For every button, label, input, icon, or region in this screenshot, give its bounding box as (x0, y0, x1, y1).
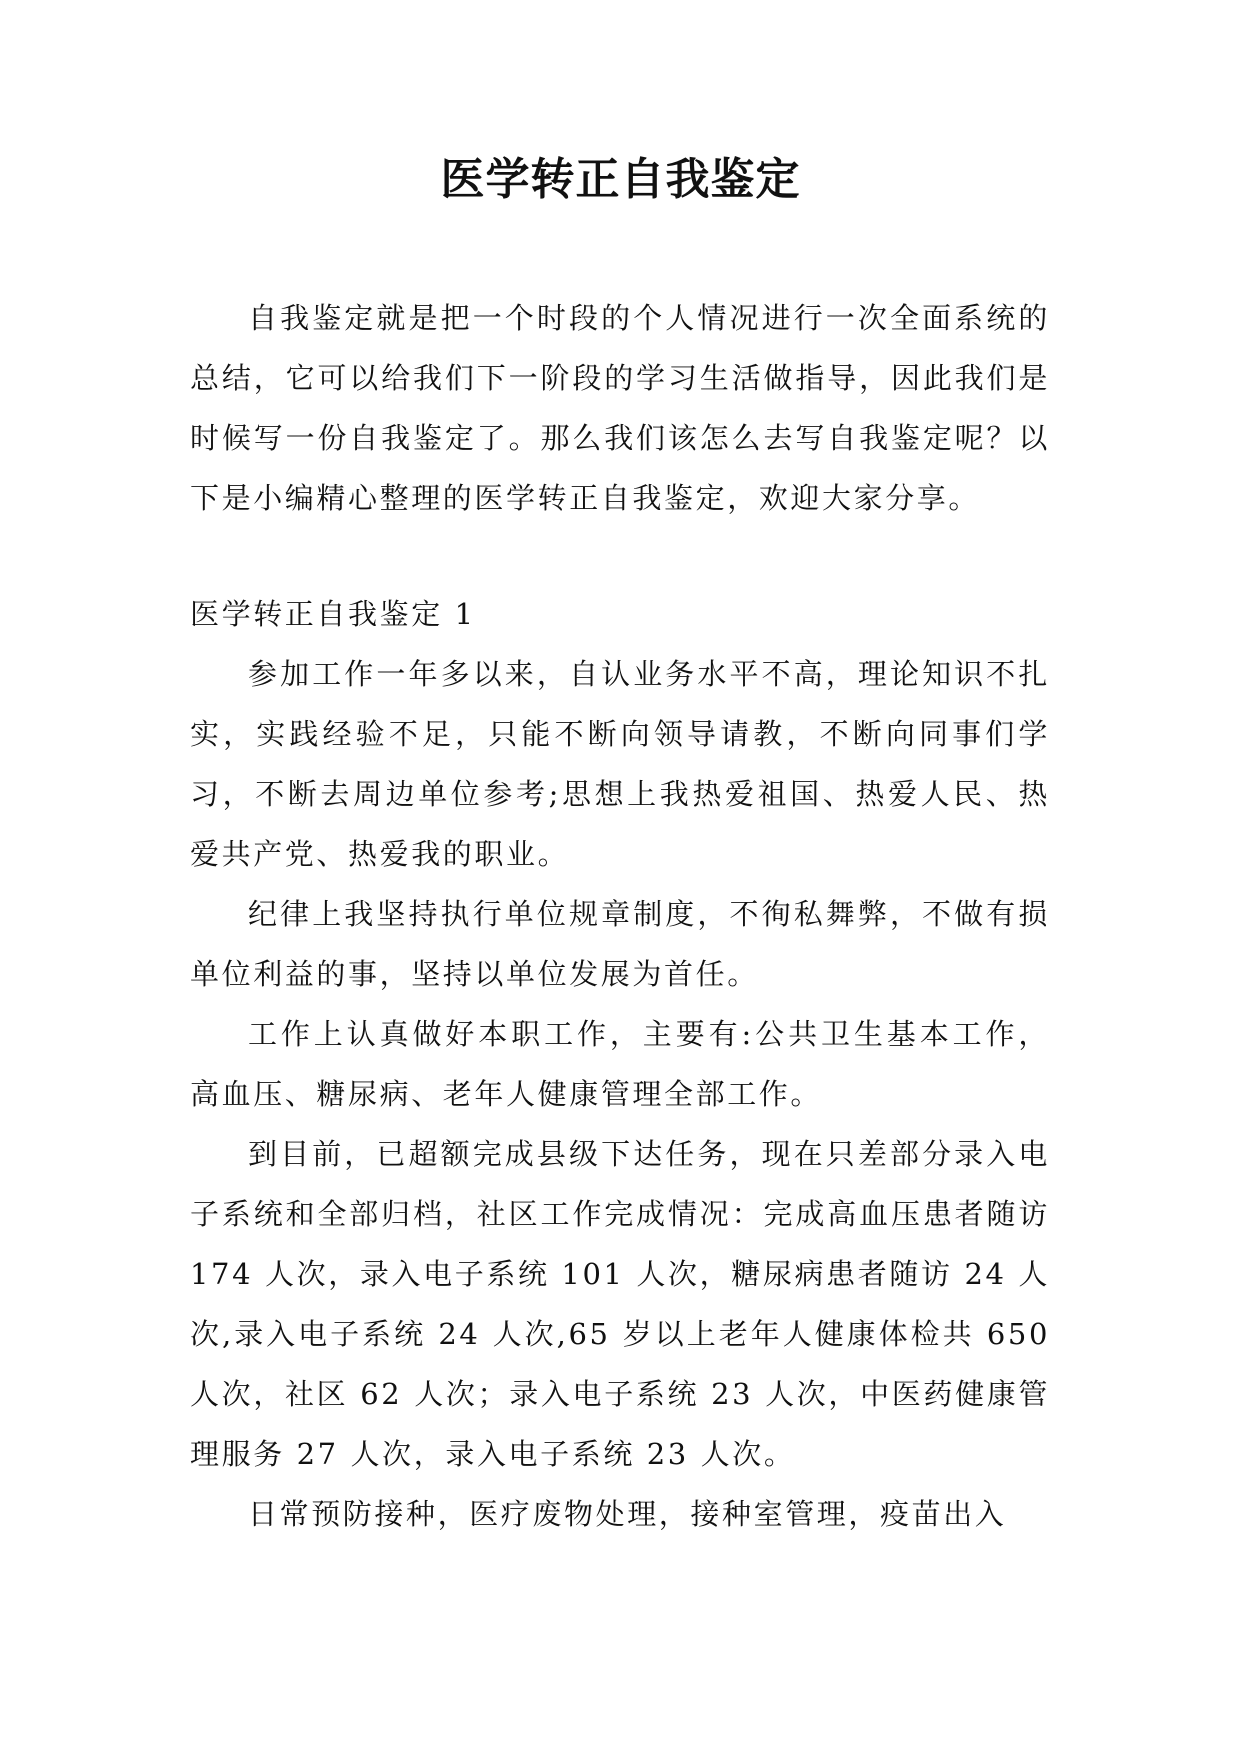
intro-paragraph: 自我鉴定就是把一个时段的个人情况进行一次全面系统的总结，它可以给我们下一阶段的学习生活做指导，因此我们是时候写一份自我鉴定了。那么我们该怎么去写自我鉴定呢？以下是小编精心整理的医学转正自我鉴定，欢迎大家分享。 (190, 301, 1050, 515)
document-title: 医学转正自我鉴定 (440, 154, 801, 205)
section-heading: 医学转正自我鉴定 1 (190, 597, 476, 631)
body-paragraph: 到目前，已超额完成县级下达任务，现在只差部分录入电子系统和全部归档，社区工作完成情况：完成高血压患者随访 174 人次，录入电子系统 101 人次，糖尿病患者随访 24 人次,录入电子系统 24 人次,65 岁以上老年人健康体检共 650 人次，社区 62 人次；录入电子系统 23 人次，中医药健康管理服务 27 人次，录入电子系统 23 人次。 (190, 1137, 1050, 1471)
body-paragraph: 参加工作一年多以来，自认业务水平不高，理论知识不扎实，实践经验不足，只能不断向领导请教，不断向同事们学习，不断去周边单位参考;思想上我热爱祖国、热爱人民、热爱共产党、热爱我的职业。 (190, 657, 1050, 871)
body-paragraph: 纪律上我坚持执行单位规章制度，不徇私舞弊，不做有损单位利益的事，坚持以单位发展为首任。 (190, 897, 1050, 991)
body-paragraph: 工作上认真做好本职工作，主要有:公共卫生基本工作，高血压、糖尿病、老年人健康管理全部工作。 (190, 1017, 1050, 1111)
document-body (190, 288, 1050, 1544)
body-paragraph: 日常预防接种，医疗废物处理，接种室管理，疫苗出入 (248, 1497, 1007, 1531)
